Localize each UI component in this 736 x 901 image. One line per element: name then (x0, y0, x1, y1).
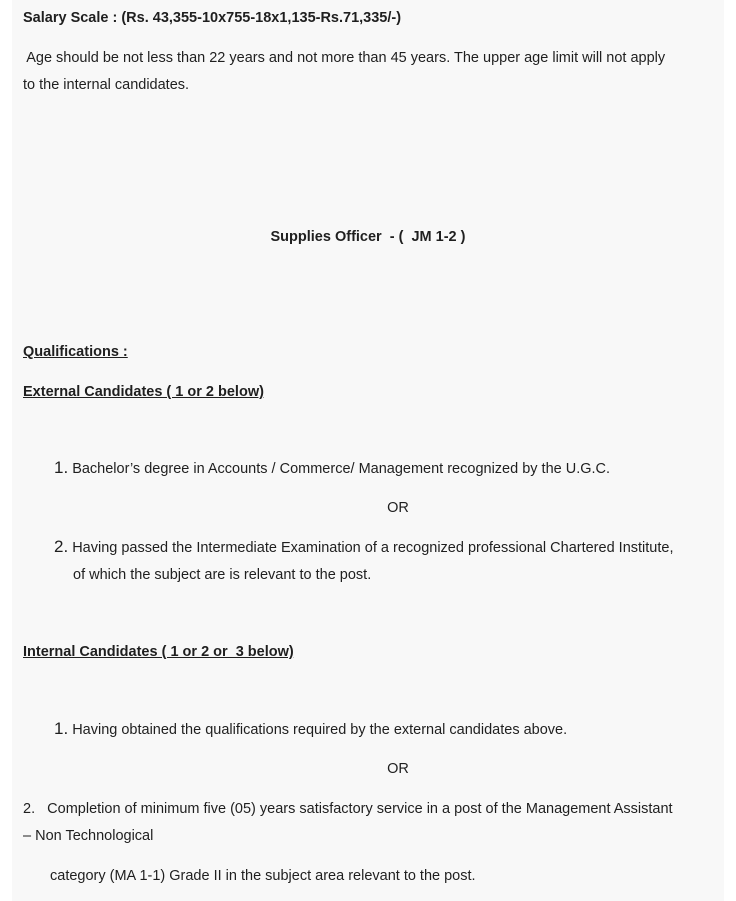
external-item-2-number: 2. (54, 537, 69, 556)
external-candidates-heading: External Candidates ( 1 or 2 below) (23, 384, 264, 400)
age-requirement-line-1: Age should be not less than 22 years and not more than 45 years. The upper age limit will not apply (23, 50, 666, 66)
external-item-1-number: 1. (54, 458, 69, 477)
external-or: OR (387, 500, 409, 516)
external-item-2 (54, 538, 673, 557)
salary-scale: Salary Scale : (Rs. 43,355-10x755-18x1,135-Rs.71,335/-) (23, 10, 402, 26)
document-page (12, 0, 724, 901)
external-item-1-text: Bachelor’s degree in Accounts / Commerce/ Management recognized by the U.G.C. (72, 461, 611, 477)
internal-candidates-heading: Internal Candidates ( 1 or 2 or 3 below) (23, 644, 294, 660)
external-item-2-text-line-1: Having passed the Intermediate Examination of a recognized professional Chartered Institute, (72, 540, 674, 556)
external-item-1 (54, 459, 610, 478)
qualifications-heading: Qualifications : (23, 344, 128, 360)
internal-or: OR (387, 761, 409, 777)
internal-item-2-line-1: 2. Completion of minimum five (05) years satisfactory service in a post of the Management Assistant (23, 801, 673, 817)
age-requirement-line-2: to the internal candidates. (23, 77, 190, 93)
internal-item-1 (54, 720, 567, 739)
internal-item-1-text: Having obtained the qualifications required by the external candidates above. (72, 722, 568, 738)
internal-item-2-line-2: – Non Technological (23, 828, 154, 844)
external-item-2-text-line-2: of which the subject are is relevant to the post. (73, 567, 372, 583)
post-title: Supplies Officer - ( JM 1-2 ) (270, 229, 466, 245)
internal-item-1-number: 1. (54, 719, 69, 738)
internal-item-2-line-3: category (MA 1-1) Grade II in the subject area relevant to the post. (50, 868, 476, 884)
